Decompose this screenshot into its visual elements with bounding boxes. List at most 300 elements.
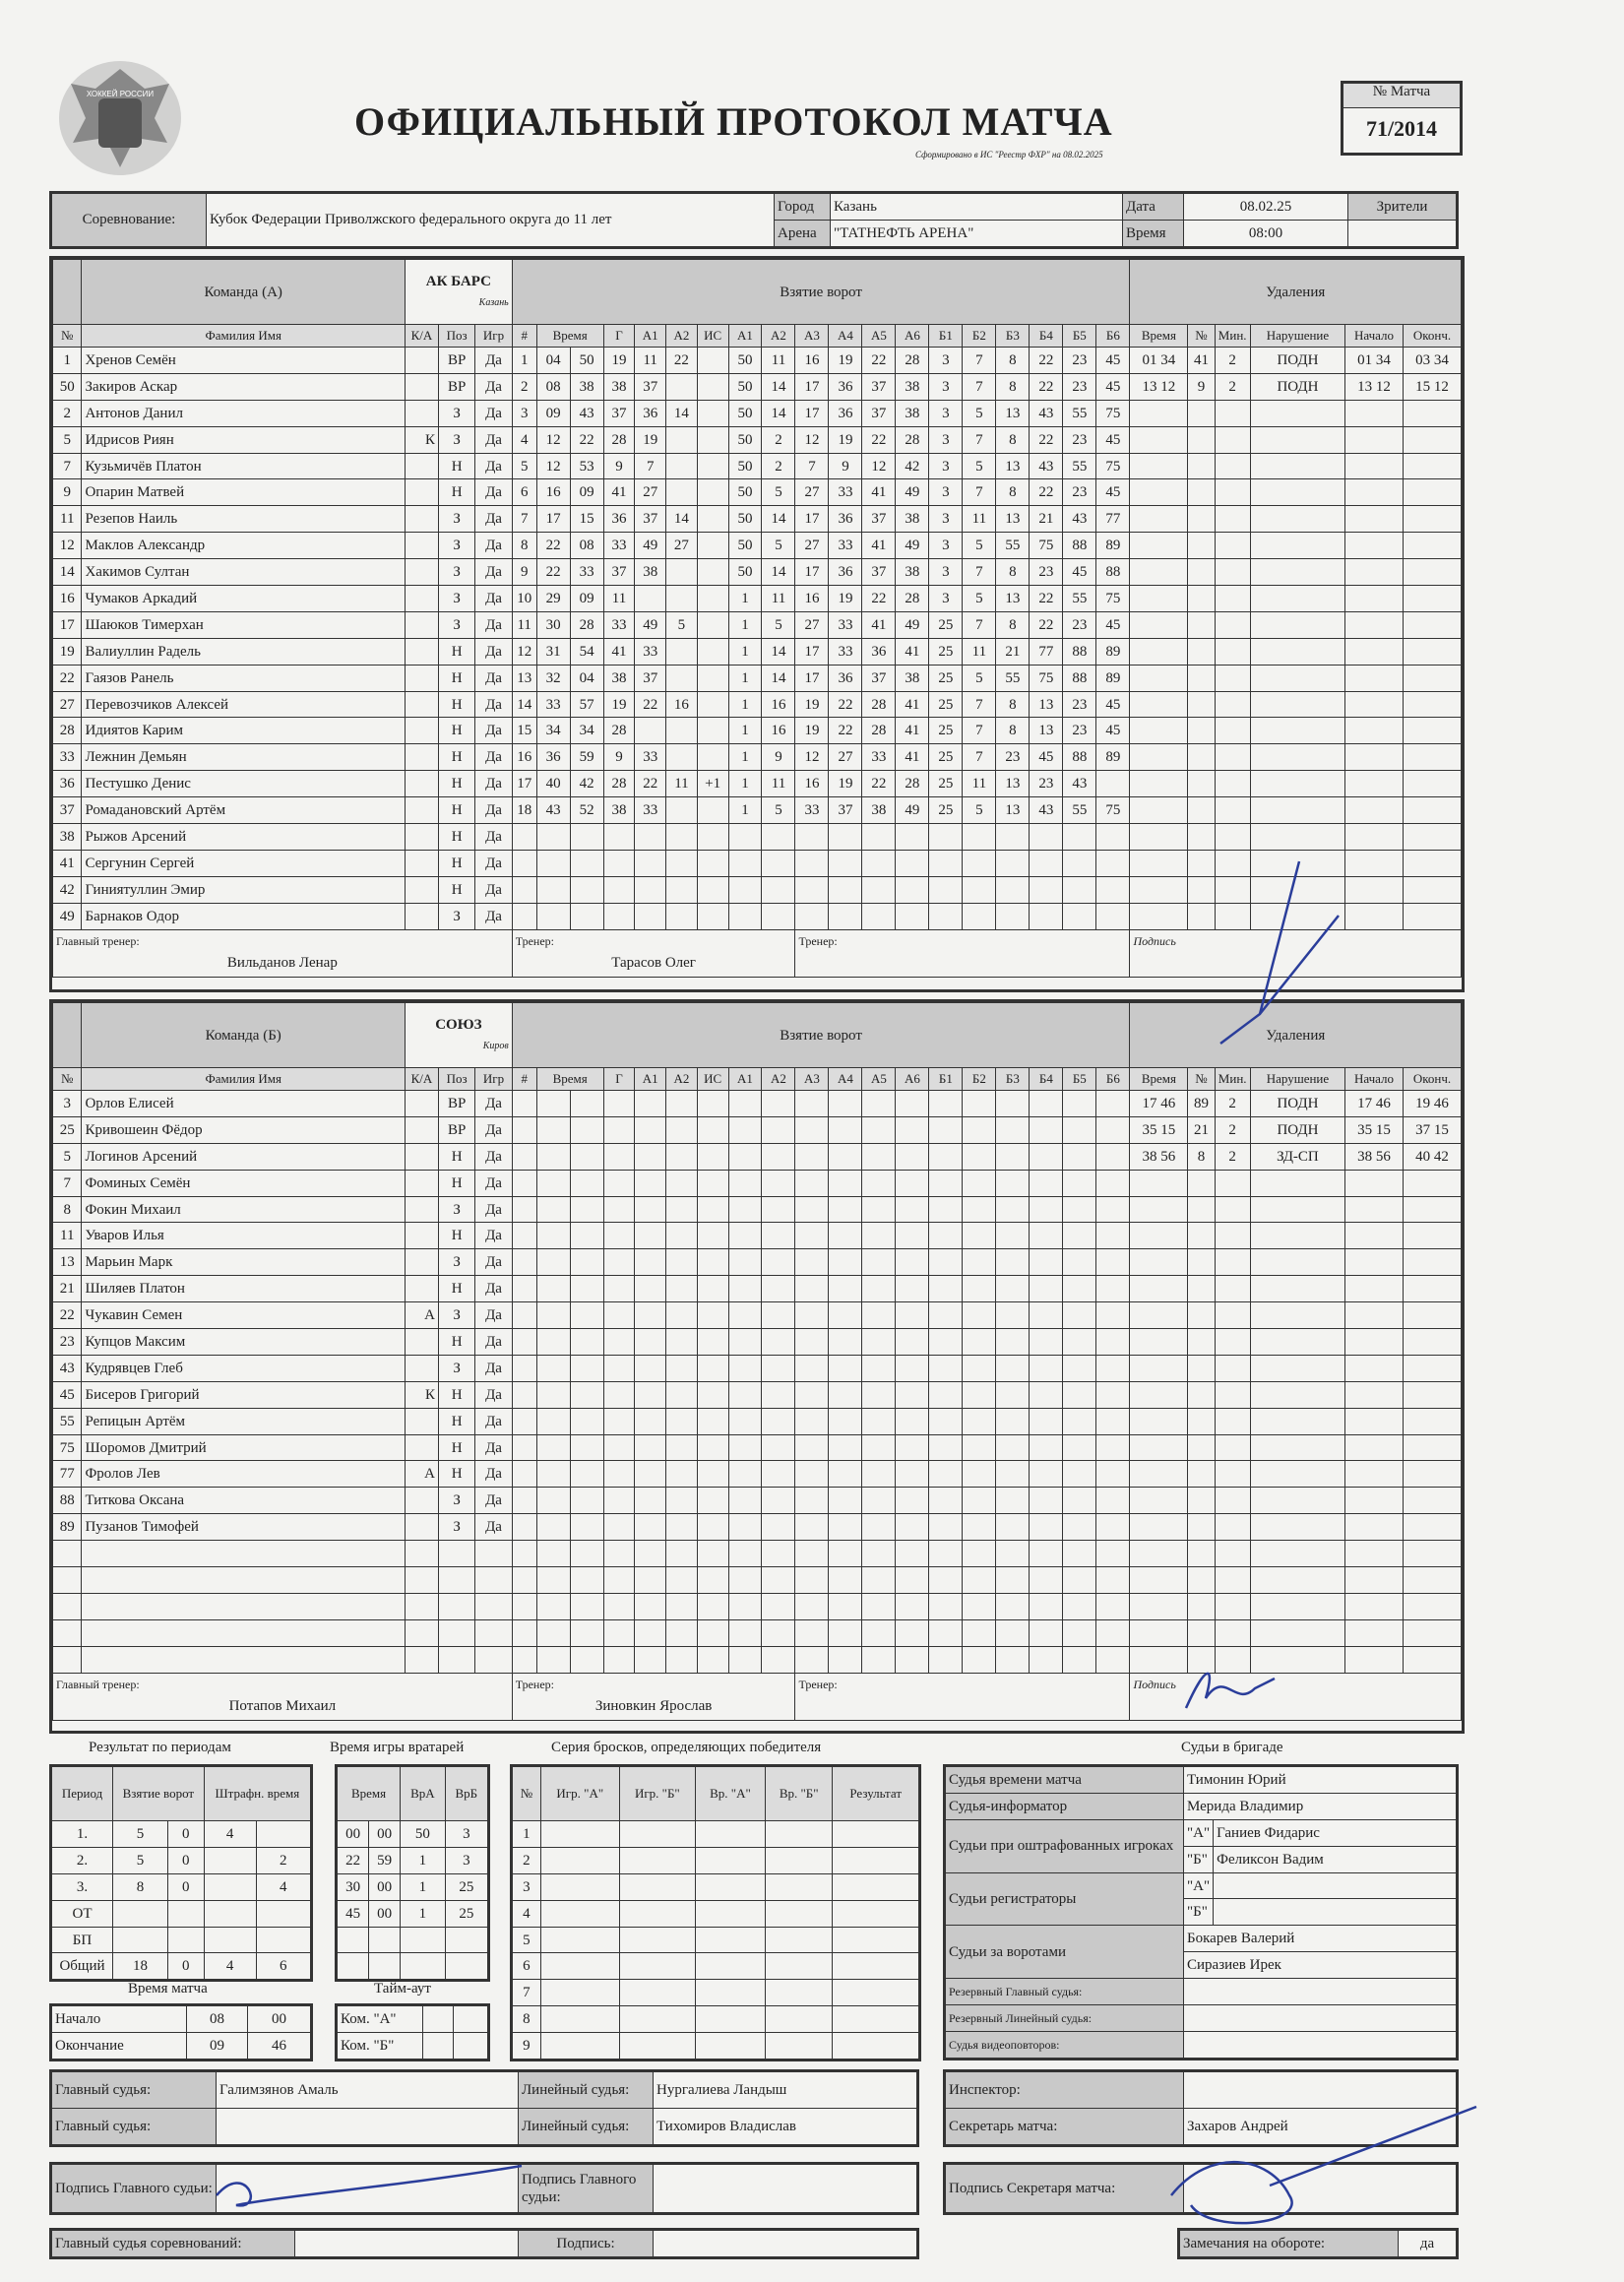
goal-cell: 23 xyxy=(1030,559,1063,586)
goal-cell: 50 xyxy=(728,373,762,400)
goal-cell: 28 xyxy=(603,718,635,744)
team_a-coach2-label: Тренер: xyxy=(798,933,838,948)
goal-cell: 17 xyxy=(795,665,829,691)
table-row xyxy=(53,426,1462,453)
removal-end-s: 46 xyxy=(1433,1095,1449,1111)
player-played: Да xyxy=(475,1355,512,1381)
period-cell xyxy=(256,1900,311,1927)
player-role xyxy=(405,533,438,559)
time-label: Время xyxy=(1123,220,1184,247)
period-cell: 1. xyxy=(51,1821,113,1848)
goal-cell: 42 xyxy=(570,771,603,797)
team_b-head-coach-label: Главный тренер: xyxy=(56,1677,140,1691)
table-row xyxy=(512,1821,920,1848)
goal-cell: 38 xyxy=(570,373,603,400)
goal-cell: 36 xyxy=(635,400,666,426)
col-hash: # xyxy=(512,325,536,348)
removal-end-m: 19 xyxy=(1415,1095,1431,1111)
goal-cell: 11 xyxy=(963,506,996,533)
removal-player: 8 xyxy=(1188,1143,1215,1170)
goal-cell: 45 xyxy=(1096,426,1130,453)
time: 08:00 xyxy=(1184,220,1348,247)
goal-cell: 17 xyxy=(795,400,829,426)
period-cell: 4 xyxy=(204,1953,256,1981)
goal-cell: 5 xyxy=(963,533,996,559)
player-played: Да xyxy=(475,1091,512,1117)
player-role xyxy=(405,824,438,851)
goal-cell xyxy=(697,638,728,665)
player-number: 49 xyxy=(53,903,82,929)
goal-cell xyxy=(635,718,666,744)
goal-cell: 22 xyxy=(536,559,570,586)
goal-cell: 21 xyxy=(1030,506,1063,533)
goalie-cell: 45 xyxy=(337,1900,369,1927)
player-name: Фролов Лев xyxy=(82,1461,406,1488)
main-judge-2 xyxy=(217,2109,519,2146)
shootout-num: 9 xyxy=(512,2033,541,2060)
player-number: 11 xyxy=(53,1223,82,1249)
goal-cell: 16 xyxy=(666,691,698,718)
table-row xyxy=(53,1249,1462,1276)
period-cell: Общий xyxy=(51,1953,113,1981)
goal-cell xyxy=(666,665,698,691)
player-position: ВР xyxy=(438,348,474,374)
player-position: Н xyxy=(438,824,474,851)
removal-player: 89 xyxy=(1188,1091,1215,1117)
goal-cell xyxy=(697,718,728,744)
removal-time-s: 34 xyxy=(1160,351,1176,368)
comp-judge-table xyxy=(49,2228,919,2259)
goal-cell: 38 xyxy=(862,797,896,824)
player-number: 21 xyxy=(53,1276,82,1302)
player-played: Да xyxy=(475,1488,512,1514)
shootout-h: № xyxy=(512,1766,541,1821)
goal-cell: 50 xyxy=(728,479,762,506)
table-row xyxy=(53,1514,1462,1541)
period-cell xyxy=(256,1821,311,1848)
player-position: Н xyxy=(438,453,474,479)
goal-cell: 22 xyxy=(862,771,896,797)
table-row xyxy=(512,1873,920,1900)
goal-cell: 14 xyxy=(512,691,536,718)
table-row xyxy=(53,665,1462,691)
goal-cell: 25 xyxy=(929,638,963,665)
goal-cell xyxy=(666,744,698,771)
player-role xyxy=(405,665,438,691)
col-on-ice-2: А3 xyxy=(795,325,829,348)
player-role: А xyxy=(405,1461,438,1488)
goal-cell: 42 xyxy=(896,453,929,479)
col-g: Г xyxy=(603,325,635,348)
period-cell: 4 xyxy=(204,1821,256,1848)
player-position: З xyxy=(438,611,474,638)
referees-title: Судьи в бригаде xyxy=(1181,1740,1283,1755)
reg-a-tag: "А" xyxy=(1184,1872,1214,1899)
goal-cell: 8 xyxy=(996,348,1030,374)
goalie-cell: 50 xyxy=(401,1821,446,1848)
sign-main-area-2 xyxy=(654,2164,918,2214)
goal-cell: 19 xyxy=(603,691,635,718)
col-on-ice-0: А1 xyxy=(728,1068,762,1091)
removal-time-s: 12 xyxy=(1160,378,1176,395)
player-number: 33 xyxy=(53,744,82,771)
player-played: Да xyxy=(475,348,512,374)
goal-cell: 7 xyxy=(963,718,996,744)
player-role xyxy=(405,744,438,771)
goalie-cell: 25 xyxy=(445,1873,488,1900)
table-row xyxy=(53,586,1462,612)
goal-cell xyxy=(666,718,698,744)
goal-cell: 19 xyxy=(829,426,862,453)
goal-cell: 41 xyxy=(896,744,929,771)
table-row xyxy=(53,1434,1462,1461)
player-played: Да xyxy=(475,876,512,903)
player-position: З xyxy=(438,559,474,586)
goal-cell: 41 xyxy=(896,691,929,718)
player-position: З xyxy=(438,506,474,533)
team_a-coach: Тарасов Олег xyxy=(611,954,696,971)
inspector-label: Инспектор: xyxy=(945,2071,1184,2109)
goal-cell: 16 xyxy=(762,691,795,718)
goal-cell: 27 xyxy=(635,479,666,506)
removal-time-s: 56 xyxy=(1160,1148,1176,1165)
goal-cell: 22 xyxy=(862,586,896,612)
goal-cell: 13 xyxy=(996,797,1030,824)
goal-cell: 22 xyxy=(1030,348,1063,374)
player-number: 55 xyxy=(53,1408,82,1434)
goal-cell: 7 xyxy=(963,744,996,771)
player-position: З xyxy=(438,1302,474,1329)
player-number: 7 xyxy=(53,1170,82,1196)
player-position: Н xyxy=(438,479,474,506)
goal-cell: 33 xyxy=(603,611,635,638)
goal-cell: 2 xyxy=(762,453,795,479)
team_b-city: Киров xyxy=(482,1040,509,1051)
goal-cell: 23 xyxy=(1063,479,1096,506)
goal-cell: 45 xyxy=(1030,744,1063,771)
shootout-num: 2 xyxy=(512,1847,541,1873)
goal-cell: 33 xyxy=(635,797,666,824)
removal-start-s: 15 xyxy=(1375,1121,1391,1138)
main-judge-1: Галимзянов Амаль xyxy=(217,2071,519,2109)
competition: Кубок Федерации Приволжского федерального округа до 11 лет xyxy=(207,193,775,248)
col-pos: Поз xyxy=(438,325,474,348)
player-played: Да xyxy=(475,373,512,400)
goal-cell: 27 xyxy=(795,533,829,559)
player-played: Да xyxy=(475,533,512,559)
goal-cell: 7 xyxy=(963,691,996,718)
goal-cell: 09 xyxy=(536,400,570,426)
player-role xyxy=(405,1170,438,1196)
removal-end-m: 03 xyxy=(1415,351,1431,368)
goal-cell: 7 xyxy=(512,506,536,533)
goal-cell: 12 xyxy=(512,638,536,665)
goal-cell: 88 xyxy=(1096,559,1130,586)
col-g: Г xyxy=(603,1068,635,1091)
goal-cell: 19 xyxy=(829,348,862,374)
team_b-coach2-label: Тренер: xyxy=(798,1677,838,1691)
period-cell: 5 xyxy=(113,1847,168,1873)
periods-h-period: Период xyxy=(51,1766,113,1821)
goal-cell: 25 xyxy=(929,797,963,824)
player-number: 19 xyxy=(53,638,82,665)
goal-cell: 22 xyxy=(570,426,603,453)
team_a-coach-label: Тренер: xyxy=(515,933,555,948)
removal-end-s: 15 xyxy=(1433,1121,1449,1138)
player-number: 3 xyxy=(53,1091,82,1117)
player-name: Ромадановский Артём xyxy=(82,797,406,824)
goal-cell: 28 xyxy=(896,348,929,374)
goal-cell: 36 xyxy=(829,400,862,426)
goal-cell: 33 xyxy=(829,638,862,665)
player-played: Да xyxy=(475,611,512,638)
player-number: 17 xyxy=(53,611,82,638)
goalie-cell: 1 xyxy=(401,1873,446,1900)
signature-main-judge xyxy=(207,2156,531,2215)
player-role xyxy=(405,373,438,400)
player-position: Н xyxy=(438,665,474,691)
player-role xyxy=(405,1355,438,1381)
shootout-num: 5 xyxy=(512,1927,541,1953)
col-a1: А1 xyxy=(635,325,666,348)
table-row xyxy=(512,2033,920,2060)
goal-cell: 16 xyxy=(795,586,829,612)
goal-cell: 9 xyxy=(829,453,862,479)
goalie-cell: 3 xyxy=(445,1821,488,1848)
col-on-ice-3: А4 xyxy=(829,325,862,348)
player-name: Кривошеин Фёдор xyxy=(82,1116,406,1143)
goalie-title: Время игры вратарей xyxy=(330,1740,465,1755)
player-name: Пестушко Денис xyxy=(82,771,406,797)
player-position: З xyxy=(438,1355,474,1381)
goal-cell: 43 xyxy=(1063,506,1096,533)
goal-cell: 89 xyxy=(1096,638,1130,665)
col-hash: # xyxy=(512,1068,536,1091)
goal-cell: 29 xyxy=(536,586,570,612)
goalie-cell: 1 xyxy=(401,1847,446,1873)
removal-player: 41 xyxy=(1188,348,1215,374)
periods-h-pen: Штрафн. время xyxy=(204,1766,311,1821)
goal-cell: 14 xyxy=(762,400,795,426)
table-row xyxy=(53,1302,1462,1329)
player-played: Да xyxy=(475,824,512,851)
period-cell: 18 xyxy=(113,1953,168,1981)
player-role xyxy=(405,797,438,824)
goal-cell: 7 xyxy=(963,348,996,374)
match-number-label: № Матча xyxy=(1343,84,1460,108)
removal-start-m: 13 xyxy=(1357,378,1373,395)
player-played: Да xyxy=(475,506,512,533)
goal-cell: 3 xyxy=(929,559,963,586)
goal-cell: 22 xyxy=(1030,479,1063,506)
goal-cell: 41 xyxy=(862,611,896,638)
table-row xyxy=(53,638,1462,665)
team_b-coach: Зиновкин Ярослав xyxy=(594,1697,713,1714)
goal-cell: 8 xyxy=(996,718,1030,744)
removal-minutes: 2 xyxy=(1215,348,1250,374)
player-number: 88 xyxy=(53,1488,82,1514)
goal-cell: 5 xyxy=(963,400,996,426)
goal-cell: 7 xyxy=(635,453,666,479)
player-played: Да xyxy=(475,400,512,426)
col-violation: Нарушение xyxy=(1250,1068,1344,1091)
table-row xyxy=(53,373,1462,400)
goal-judges-label: Судьи за воротами xyxy=(945,1926,1184,1979)
player-name: Идиятов Карим xyxy=(82,718,406,744)
goal-cell xyxy=(697,665,728,691)
goal-cell: 50 xyxy=(728,426,762,453)
goal-cell: 3 xyxy=(929,506,963,533)
player-played: Да xyxy=(475,1461,512,1488)
goal-cell: 1 xyxy=(728,691,762,718)
col-ka: К/А xyxy=(405,1068,438,1091)
goal-cell: 23 xyxy=(1030,771,1063,797)
col-ka: К/А xyxy=(405,325,438,348)
col-start: Начало xyxy=(1345,1068,1404,1091)
goal-cell: 18 xyxy=(512,797,536,824)
shootout-table xyxy=(510,1764,921,2061)
spectators xyxy=(1348,220,1458,247)
goalie-h-time: Время xyxy=(337,1766,401,1821)
col-is: ИС xyxy=(697,325,728,348)
team_a-head-coach: Вильданов Ленар xyxy=(226,954,338,971)
player-role xyxy=(405,718,438,744)
match-end-h: 09 xyxy=(187,2032,248,2060)
table-row xyxy=(53,771,1462,797)
player-name: Кудрявцев Глеб xyxy=(82,1355,406,1381)
goalie-cell: 00 xyxy=(369,1873,401,1900)
player-role xyxy=(405,1249,438,1276)
col-on-ice-10: Б5 xyxy=(1063,1068,1096,1091)
goal-cell: 57 xyxy=(570,691,603,718)
goal-cell: 11 xyxy=(963,771,996,797)
goal-cell: 38 xyxy=(896,400,929,426)
player-played: Да xyxy=(475,1276,512,1302)
goal-cell: 19 xyxy=(603,348,635,374)
goal-cell: 3 xyxy=(929,348,963,374)
main-judge-label: Главный судья: xyxy=(51,2071,217,2109)
team_b-label: Команда (Б) xyxy=(82,1003,406,1068)
col-on-ice-9: Б4 xyxy=(1030,325,1063,348)
team_a-signature-label: Подпись xyxy=(1133,933,1176,948)
player-name: Резепов Наиль xyxy=(82,506,406,533)
goal-cell: 1 xyxy=(728,744,762,771)
table-row xyxy=(53,1593,1462,1619)
goal-cell: 49 xyxy=(896,797,929,824)
goal-cell: 33 xyxy=(570,559,603,586)
player-name: Пузанов Тимофей xyxy=(82,1514,406,1541)
goalie-cell: 25 xyxy=(445,1900,488,1927)
table-row xyxy=(53,1355,1462,1381)
goal-cell xyxy=(666,453,698,479)
col-end: Оконч. xyxy=(1403,1068,1461,1091)
player-role xyxy=(405,1276,438,1302)
team_a-city: Казань xyxy=(478,296,509,308)
col-num: № xyxy=(53,325,82,348)
player-role xyxy=(405,1116,438,1143)
player-name: Хренов Семён xyxy=(82,348,406,374)
player-played: Да xyxy=(475,453,512,479)
player-position: З xyxy=(438,533,474,559)
city-label: Город xyxy=(775,193,831,221)
goal-cell: 49 xyxy=(635,533,666,559)
player-role xyxy=(405,1434,438,1461)
player-position: Н xyxy=(438,1143,474,1170)
goal-cell: 28 xyxy=(896,586,929,612)
goal-cell: 17 xyxy=(795,373,829,400)
goal-cell: 41 xyxy=(862,479,896,506)
goal-cell: 17 xyxy=(512,771,536,797)
player-position: Н xyxy=(438,691,474,718)
table-row xyxy=(53,1541,1462,1567)
player-played: Да xyxy=(475,1408,512,1434)
goal-cell: 41 xyxy=(896,718,929,744)
goal-cell: 16 xyxy=(512,744,536,771)
col-violation: Нарушение xyxy=(1250,325,1344,348)
pen-b-name: Феликсон Вадим xyxy=(1214,1846,1458,1872)
goal-cell: 14 xyxy=(762,559,795,586)
goal-cell: 49 xyxy=(896,533,929,559)
removal-end-m: 40 xyxy=(1415,1148,1431,1165)
removal-time-m: 38 xyxy=(1142,1148,1157,1165)
goal-cell xyxy=(666,797,698,824)
match-start-m: 00 xyxy=(248,2005,312,2033)
goal-cell: 16 xyxy=(762,718,795,744)
player-played: Да xyxy=(475,1514,512,1541)
player-role xyxy=(405,348,438,374)
goal-cell: 22 xyxy=(1030,586,1063,612)
signature-coach-b xyxy=(1176,1659,1294,1718)
goal-cell xyxy=(697,453,728,479)
player-position: З xyxy=(438,1196,474,1223)
player-played: Да xyxy=(475,638,512,665)
period-cell: 2. xyxy=(51,1847,113,1873)
goal-cell: 1 xyxy=(728,797,762,824)
line-judge-1: Нургалиева Ландыш xyxy=(654,2071,918,2109)
col-rnum: № xyxy=(1188,1068,1215,1091)
player-position: З xyxy=(438,400,474,426)
player-position: ВР xyxy=(438,1091,474,1117)
player-role xyxy=(405,1143,438,1170)
player-role xyxy=(405,1408,438,1434)
goal-cell: 55 xyxy=(1063,400,1096,426)
goal-cell: 43 xyxy=(1030,453,1063,479)
goal-cell: 33 xyxy=(829,533,862,559)
col-on-ice-3: А4 xyxy=(829,1068,862,1091)
player-name: Валиуллин Радель xyxy=(82,638,406,665)
goal-cell: 12 xyxy=(536,453,570,479)
table-row xyxy=(53,453,1462,479)
col-on-ice-8: Б3 xyxy=(996,1068,1030,1091)
line-judge-2: Тихомиров Владислав xyxy=(654,2109,918,2146)
col-on-ice-4: А5 xyxy=(862,1068,896,1091)
removal-violation: ПОДН xyxy=(1250,373,1344,400)
goal-cell: 38 xyxy=(603,797,635,824)
goal-cell xyxy=(697,506,728,533)
goalie-cell: 1 xyxy=(401,1900,446,1927)
goal-cell: 7 xyxy=(963,373,996,400)
goal-cell: 22 xyxy=(635,691,666,718)
team_b-name: СОЮЗ xyxy=(435,1016,482,1033)
goal-cell: 28 xyxy=(603,426,635,453)
goal-cell: 36 xyxy=(829,373,862,400)
goal-cell: 38 xyxy=(896,506,929,533)
player-role xyxy=(405,453,438,479)
goal-cell: 22 xyxy=(829,718,862,744)
goal-cell: 45 xyxy=(1096,718,1130,744)
goal-cell xyxy=(1096,771,1130,797)
goal-cell: 50 xyxy=(570,348,603,374)
